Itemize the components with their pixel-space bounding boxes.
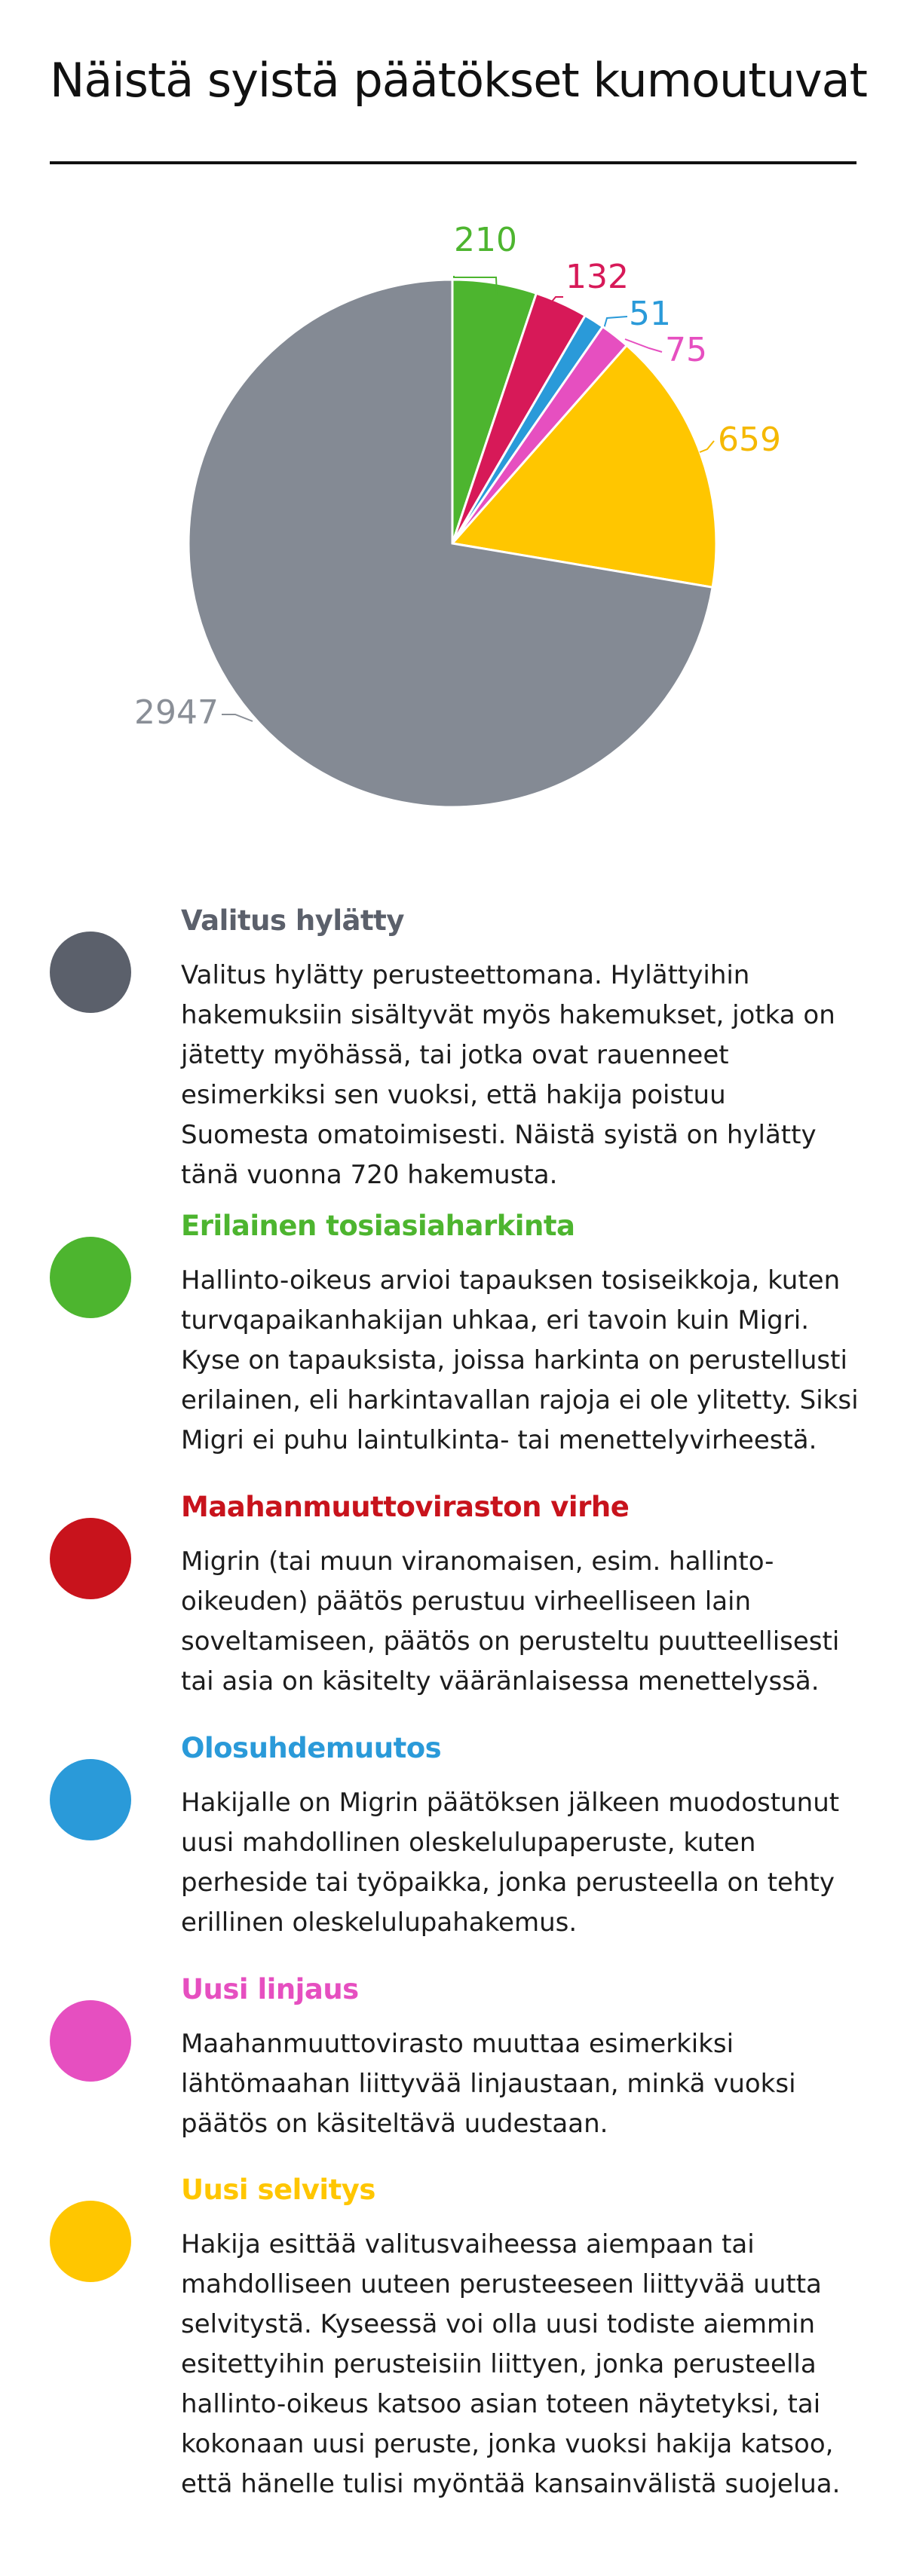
data-label: 51 <box>629 295 671 333</box>
legend-heading-olosuhdemuutos: Olosuhdemuutos <box>181 1732 442 1764</box>
legend-dot-uusi-selvitys <box>50 2201 131 2282</box>
legend-text-uusi-linjaus: Maahanmuuttovirasto muuttaa esimerkiksi lähtömaahan liittyvää linjaustaan, minkä vuoksi päätös on käsiteltävä uudestaan. <box>181 2029 796 2139</box>
data-label: 659 <box>718 421 781 459</box>
page-title: Näistä syistä päätökset kumoutuvat <box>50 53 867 108</box>
data-label: 132 <box>565 258 629 296</box>
legend-dot-valitus-hylatty <box>50 932 131 1013</box>
data-label: 75 <box>665 331 707 369</box>
leader-line <box>700 441 714 452</box>
data-label: 2947 <box>134 693 219 732</box>
legend-text-uusi-selvitys: Hakija esittää valitusvaiheessa aiempaan tai mahdolliseen uuteen perusteeseen liittyvää uutta selvitystä. Kyseessä voi olla uusi todiste aiemmin esitettyihin perusteisiin liittyen, jonka perusteella hallinto-oikeus katsoo asian toteen näytetyksi, tai kokonaan uusi peruste, jonka vuoksi hakija katsoo, että hänelle tulisi myöntää kansainvälistä suojelua. <box>181 2229 841 2499</box>
legend-text-valitus-hylatty: Valitus hylätty perusteettomana. Hylättyihin hakemuksiin sisältyvät myös hakemukset, jotka on jätetty myöhässä, tai jotka ovat rauenneet esimerkiksi sen vuoksi, että hakija poistuu Suomesta omatoimisesti. Näistä syistä on hylätty tänä vuonna 720 hakemusta. <box>181 960 835 1190</box>
title-divider <box>50 161 857 164</box>
legend-heading-uusi-selvitys: Uusi selvitys <box>181 2174 375 2206</box>
legend-text-maahanmuuttoviraston-virhe: Migrin (tai muun viranomaisen, esim. hallinto-oikeuden) päätös perustuu virheelliseen lain soveltamiseen, päätös on perusteltu puutteellisesti tai asia on käsitelty vääränlaisessa menettelyssä. <box>181 1547 840 1696</box>
data-label: 210 <box>454 221 517 259</box>
legend-dot-erilainen-tosiasiaharkinta <box>50 1237 131 1318</box>
pie-chart <box>0 181 904 859</box>
legend-heading-uusi-linjaus: Uusi linjaus <box>181 1973 359 2005</box>
legend-dot-maahanmuuttoviraston-virhe <box>50 1518 131 1599</box>
legend-heading-valitus-hylatty: Valitus hylätty <box>181 904 404 937</box>
legend-heading-erilainen-tosiasiaharkinta: Erilainen tosiasiaharkinta <box>181 1210 575 1242</box>
leader-line <box>604 317 627 329</box>
legend-dot-uusi-linjaus <box>50 2000 131 2082</box>
legend-text-olosuhdemuutos: Hakijalle on Migrin päätöksen jälkeen muodostunut uusi mahdollinen oleskelulupaperuste, kuten perheside tai työpaikka, jonka perusteella on tehty erillinen oleskelulupahakemus. <box>181 1788 840 1938</box>
legend-dot-olosuhdemuutos <box>50 1759 131 1840</box>
legend-heading-maahanmuuttoviraston-virhe: Maahanmuuttoviraston virhe <box>181 1491 630 1523</box>
legend-text-erilainen-tosiasiaharkinta: Hallinto-oikeus arvioi tapauksen tosiseikkoja, kuten turvqapaikanhakijan uhkaa, eri tavoin kuin Migri. Kyse on tapauksista, joissa harkinta on perustellusti erilainen, eli harkintavallan rajoja ei ole ylitetty. Siksi Migri ei puhu laintulkinta- tai menettelyvirheestä. <box>181 1265 859 1455</box>
leader-line <box>222 714 253 721</box>
